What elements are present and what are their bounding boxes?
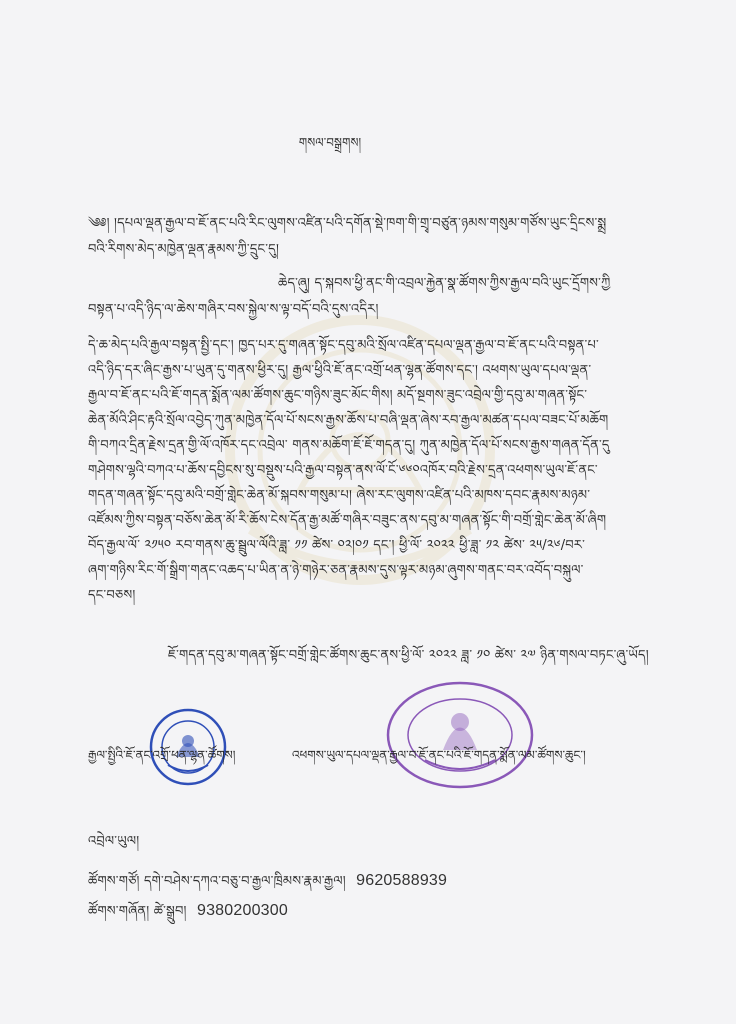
contact-heading: འབྲེལ་ཡུལ། (88, 834, 140, 849)
body-line: ཆེན་མོའི་ཤིང་རྟའི་སྲོལ་འབྱེད་ཀུན་མཁྱེན་དོལ་པོ་སངས་རྒྱས་ཆོས་པ་བཞི་ལྡན་ཞེས་རབ་རྒྱལ་མཚན་དཔལ་བཟང་པོ་མཆོག (88, 413, 609, 428)
subject-line: བསྟན་པ་འདི་ཉིད་ལ་ཆེས་གཞིར་བས་སྐྱེལ་ས་ལྟ་བདོ་བའི་དུས་འདིར། (88, 302, 379, 317)
page-title: གསལ་བསྒྲགས། (298, 136, 362, 151)
contact-label: ཚོགས་གཞོན། ཚེ་སྒྲུབ། (88, 904, 187, 919)
body-line: ཞག་གཉིས་རིང་གོ་སྒྲིག་གནང་འཆད་པ་ཡིན་ན་ཉེ་གཉེར་ཅན་རྣམས་དུས་ལྟར་མཉམ་ཞུགས་གནང་བར་འབོད་བསྐུལ་ (88, 563, 584, 578)
body-line: གཤེགས་ལྷའི་བཀའ་པ་ཆོས་དབྱིངས་སུ་བསྡུས་པའི་རྒྱལ་བསྟན་ནས་ལོ་ངོ་༦༦༠འཁོར་བའི་རྗེས་དྲན་འཕགས་ཡུལ་ཇོ་ནང་ (88, 463, 598, 478)
signatory-right: འཕགས་ཡུལ་དཔལ་ལྡན་རྒྱལ་བ་ཇོ་ནང་པའི་ཇོ་གདན་སྨོན་ལམ་ཚོགས་ཆུང་། (292, 748, 586, 762)
date-line: ཇོ་གདན་དབུ་མ་གཞན་སྟོང་བགྲོ་གླེང་ཚོགས་ཆུང་ནས་ཕྱི་ལོ་ ༢༠༢༢ ཟླ་ ༡༠ ཚེས་ ༢༧ ཉིན་གསལ་བཏང་ཞུ་ཡོད། (168, 648, 649, 663)
body-line: རྒྱལ་བ་ཇོ་ནང་པའི་ཇོ་གདན་སྨོན་ལམ་ཚོགས་ཆུང་གཉིས་ཟུང་མོང་གིས། མདོ་སྔགས་ཟུང་འབྲེལ་གྱི་དབུ་མ་གཞན་སྟོང་ (88, 388, 588, 403)
body-line: དང་བཅས། (88, 588, 136, 603)
body-line: གི་བཀའ་དྲིན་རྗེས་དྲན་གྱི་ལོ་འཁོར་དང་འབྲེལ་ གནས་མཆོག་ཇོ་ཇོ་གདན་དུ། ཀུན་མཁྱེན་དོལ་པོ་སངས་རྒྱས་གཞན་དོན་དུ (88, 438, 610, 453)
body-line: བོད་རྒྱལ་ལོ་ ༢༡༥༠ རབ་གནས་ཆུ་སྦྲུལ་ལོའི་ཟླ་ ༡༡ ཚེས་ ༠༢།༠༡ དང་། ཕྱི་ལོ་ ༢༠༢༢ ཕྱི་ཟླ་ ༡༢ ཚེས་ ༢༥/༢༦/བར་ (88, 538, 586, 553)
phone-number: 9380200300 (196, 902, 288, 919)
body-line: འདི་ཉིད་དར་ཞིང་རྒྱས་པ་ཡུན་དུ་གནས་ཕྱིར་དུ། རྒྱལ་ཕྱིའི་ཇོ་ནང་འགྲོ་ཕན་ལྷན་ཚོགས་དང་། འཕགས་ཡུལ་དཔལ་ལྡན་ (88, 363, 592, 378)
phone-number: 9620588939 (356, 872, 448, 889)
contact-row-vice-president (88, 896, 288, 933)
body-line: འཛོམས་ཀྱིས་བསྟན་བཅོས་ཆེན་མོ་རི་ཆོས་ངེས་དོན་རྒྱ་མཚོ་གཞིར་བཟུང་ནས་དབུ་མ་གཞན་སྟོང་གི་བགྲོ་གླེང་ཆེན་མོ་ཞིག (88, 513, 607, 528)
subject-line: ཆེད་ཞུ། ད་སྐབས་ཕྱི་ནང་གི་འབྲལ་རྐྱེན་སྣ་ཚོགས་ཀྱིས་རྒྱལ་བའི་ཡུང་དྲོགས་ཀྱི (278, 276, 611, 291)
body-line: གདན་གཞན་སྟོང་དབུ་མའི་བགྲོ་གླེང་ཆེན་མོ་སྐབས་གསུམ་པ། ཞེས་རང་ལུགས་འཛིན་པའི་མཁས་དབང་རྣམས་མཉམ་ (88, 488, 591, 503)
signatory-left: རྒྱལ་སྤྱིའི་ཇོ་ནང་འགྲོ་ཕན་ལྷན་ཚོགས། (88, 748, 236, 762)
contact-label: ཚོགས་གཙོ། དགེ་བཤེས་དཀའ་བཅུ་བ་རྒྱལ་ཁྲིམས་རྣམ་རྒྱལ། (88, 874, 346, 889)
body-line: དེ་ཆ་མེད་པའི་རྒྱལ་བསྟན་སྤྱི་དང་། ཁྱད་པར་དུ་གཞན་སྟོང་དབུ་མའི་སྲོལ་འཛིན་དཔལ་ལྡན་རྒྱལ་བ་ཇོ་ནང་པའི་བསྟན་པ་ (88, 338, 599, 353)
intro-line: ༄༅། །དཔལ་ལྡན་རྒྱལ་བ་ཇོ་ནང་པའི་རིང་ལུགས་འཛིན་པའི་དགོན་སྡེ་ཁག་གི་གྲྭ་བཙུན་ཉམས་གསུམ་གཙོས་ཡུང་དྲིངས་སྨྲ (88, 216, 607, 231)
intro-line: བའི་རིགས་མེད་མཁྱེན་ལྡན་རྣམས་ཀྱི་དྲུང་དུ། (88, 242, 280, 257)
